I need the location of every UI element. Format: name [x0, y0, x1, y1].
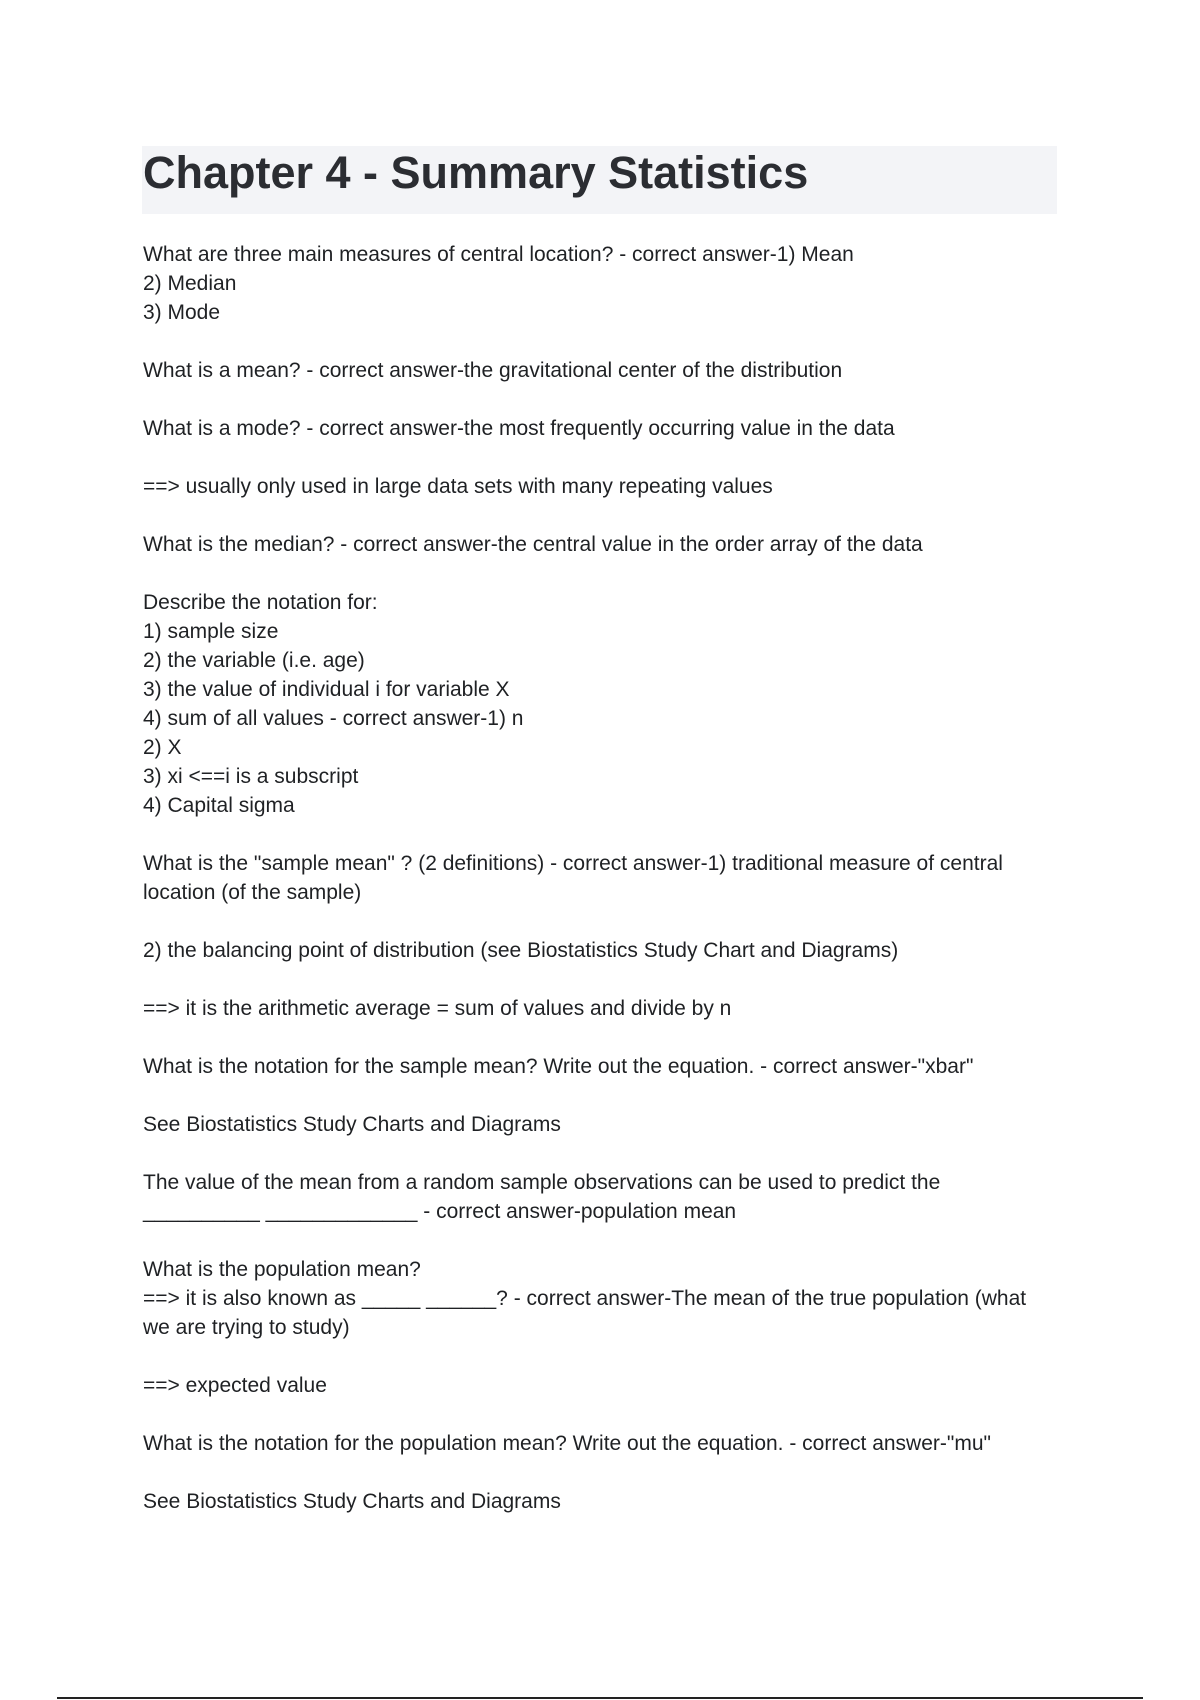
text-line: Describe the notation for: [143, 591, 378, 614]
text-line: 2) the variable (i.e. age) [143, 649, 365, 672]
qa-paragraph [143, 994, 1063, 1023]
text-line: 4) sum of all values - correct answer-1) n [143, 707, 524, 730]
text-line: See Biostatistics Study Charts and Diagrams [143, 1490, 561, 1513]
text-line: ==> it is the arithmetic average = sum of values and divide by n [143, 997, 732, 1020]
text-line: ==> usually only used in large data sets with many repeating values [143, 475, 773, 498]
text-line: 2) Median [143, 272, 237, 295]
text-line: 1) sample size [143, 620, 279, 643]
qa-paragraph [143, 1371, 1063, 1400]
text-line: See Biostatistics Study Charts and Diagrams [143, 1113, 561, 1136]
text-line: What are three main measures of central location? - correct answer-1) Mean [143, 243, 854, 266]
page-title: Chapter 4 - Summary Statistics [143, 147, 809, 198]
text-line: location (of the sample) [143, 881, 362, 904]
qa-paragraph [143, 1168, 1063, 1226]
text-line: What is the notation for the population mean? Write out the equation. - correct answer-"mu" [143, 1432, 991, 1455]
text-line: 2) X [143, 736, 182, 759]
qa-paragraph [143, 530, 1063, 559]
text-line: 4) Capital sigma [143, 794, 295, 817]
footer-divider [57, 1697, 1143, 1699]
text-line: The value of the mean from a random sample observations can be used to predict the [143, 1171, 941, 1194]
qa-paragraph [143, 1487, 1063, 1516]
text-line: ==> it is also known as _____ ______? - correct answer-The mean of the true population (what [143, 1287, 1027, 1310]
text-line: What is the notation for the sample mean? Write out the equation. - correct answer-"xbar" [143, 1055, 974, 1078]
qa-paragraph [143, 936, 1063, 965]
text-line: What is a mode? - correct answer-the most frequently occurring value in the data [143, 417, 895, 440]
qa-paragraph [143, 240, 1063, 327]
text-line: ==> expected value [143, 1374, 327, 1397]
qa-paragraph [143, 849, 1063, 907]
qa-paragraph [143, 588, 1063, 820]
text-line: __________ _____________ - correct answer-population mean [143, 1200, 737, 1223]
qa-paragraph [143, 1429, 1063, 1458]
qa-paragraph [143, 414, 1063, 443]
qa-paragraph [143, 1110, 1063, 1139]
text-line: 3) Mode [143, 301, 221, 324]
text-line: we are trying to study) [143, 1316, 350, 1339]
text-line: What is the population mean? [143, 1258, 421, 1281]
text-line: 3) the value of individual i for variable X [143, 678, 510, 701]
text-line: What is the "sample mean" ? (2 definitions) - correct answer-1) traditional measure of central [143, 852, 1003, 875]
qa-paragraph [143, 356, 1063, 385]
text-line: 3) xi <==i is a subscript [143, 765, 359, 788]
text-line: What is a mean? - correct answer-the gravitational center of the distribution [143, 359, 843, 382]
qa-paragraph [143, 1255, 1063, 1342]
text-line: 2) the balancing point of distribution (see Biostatistics Study Chart and Diagrams) [143, 939, 899, 962]
text-line: What is the median? - correct answer-the central value in the order array of the data [143, 533, 923, 556]
qa-paragraph [143, 472, 1063, 501]
qa-paragraph [143, 1052, 1063, 1081]
document-body [143, 240, 1063, 1545]
